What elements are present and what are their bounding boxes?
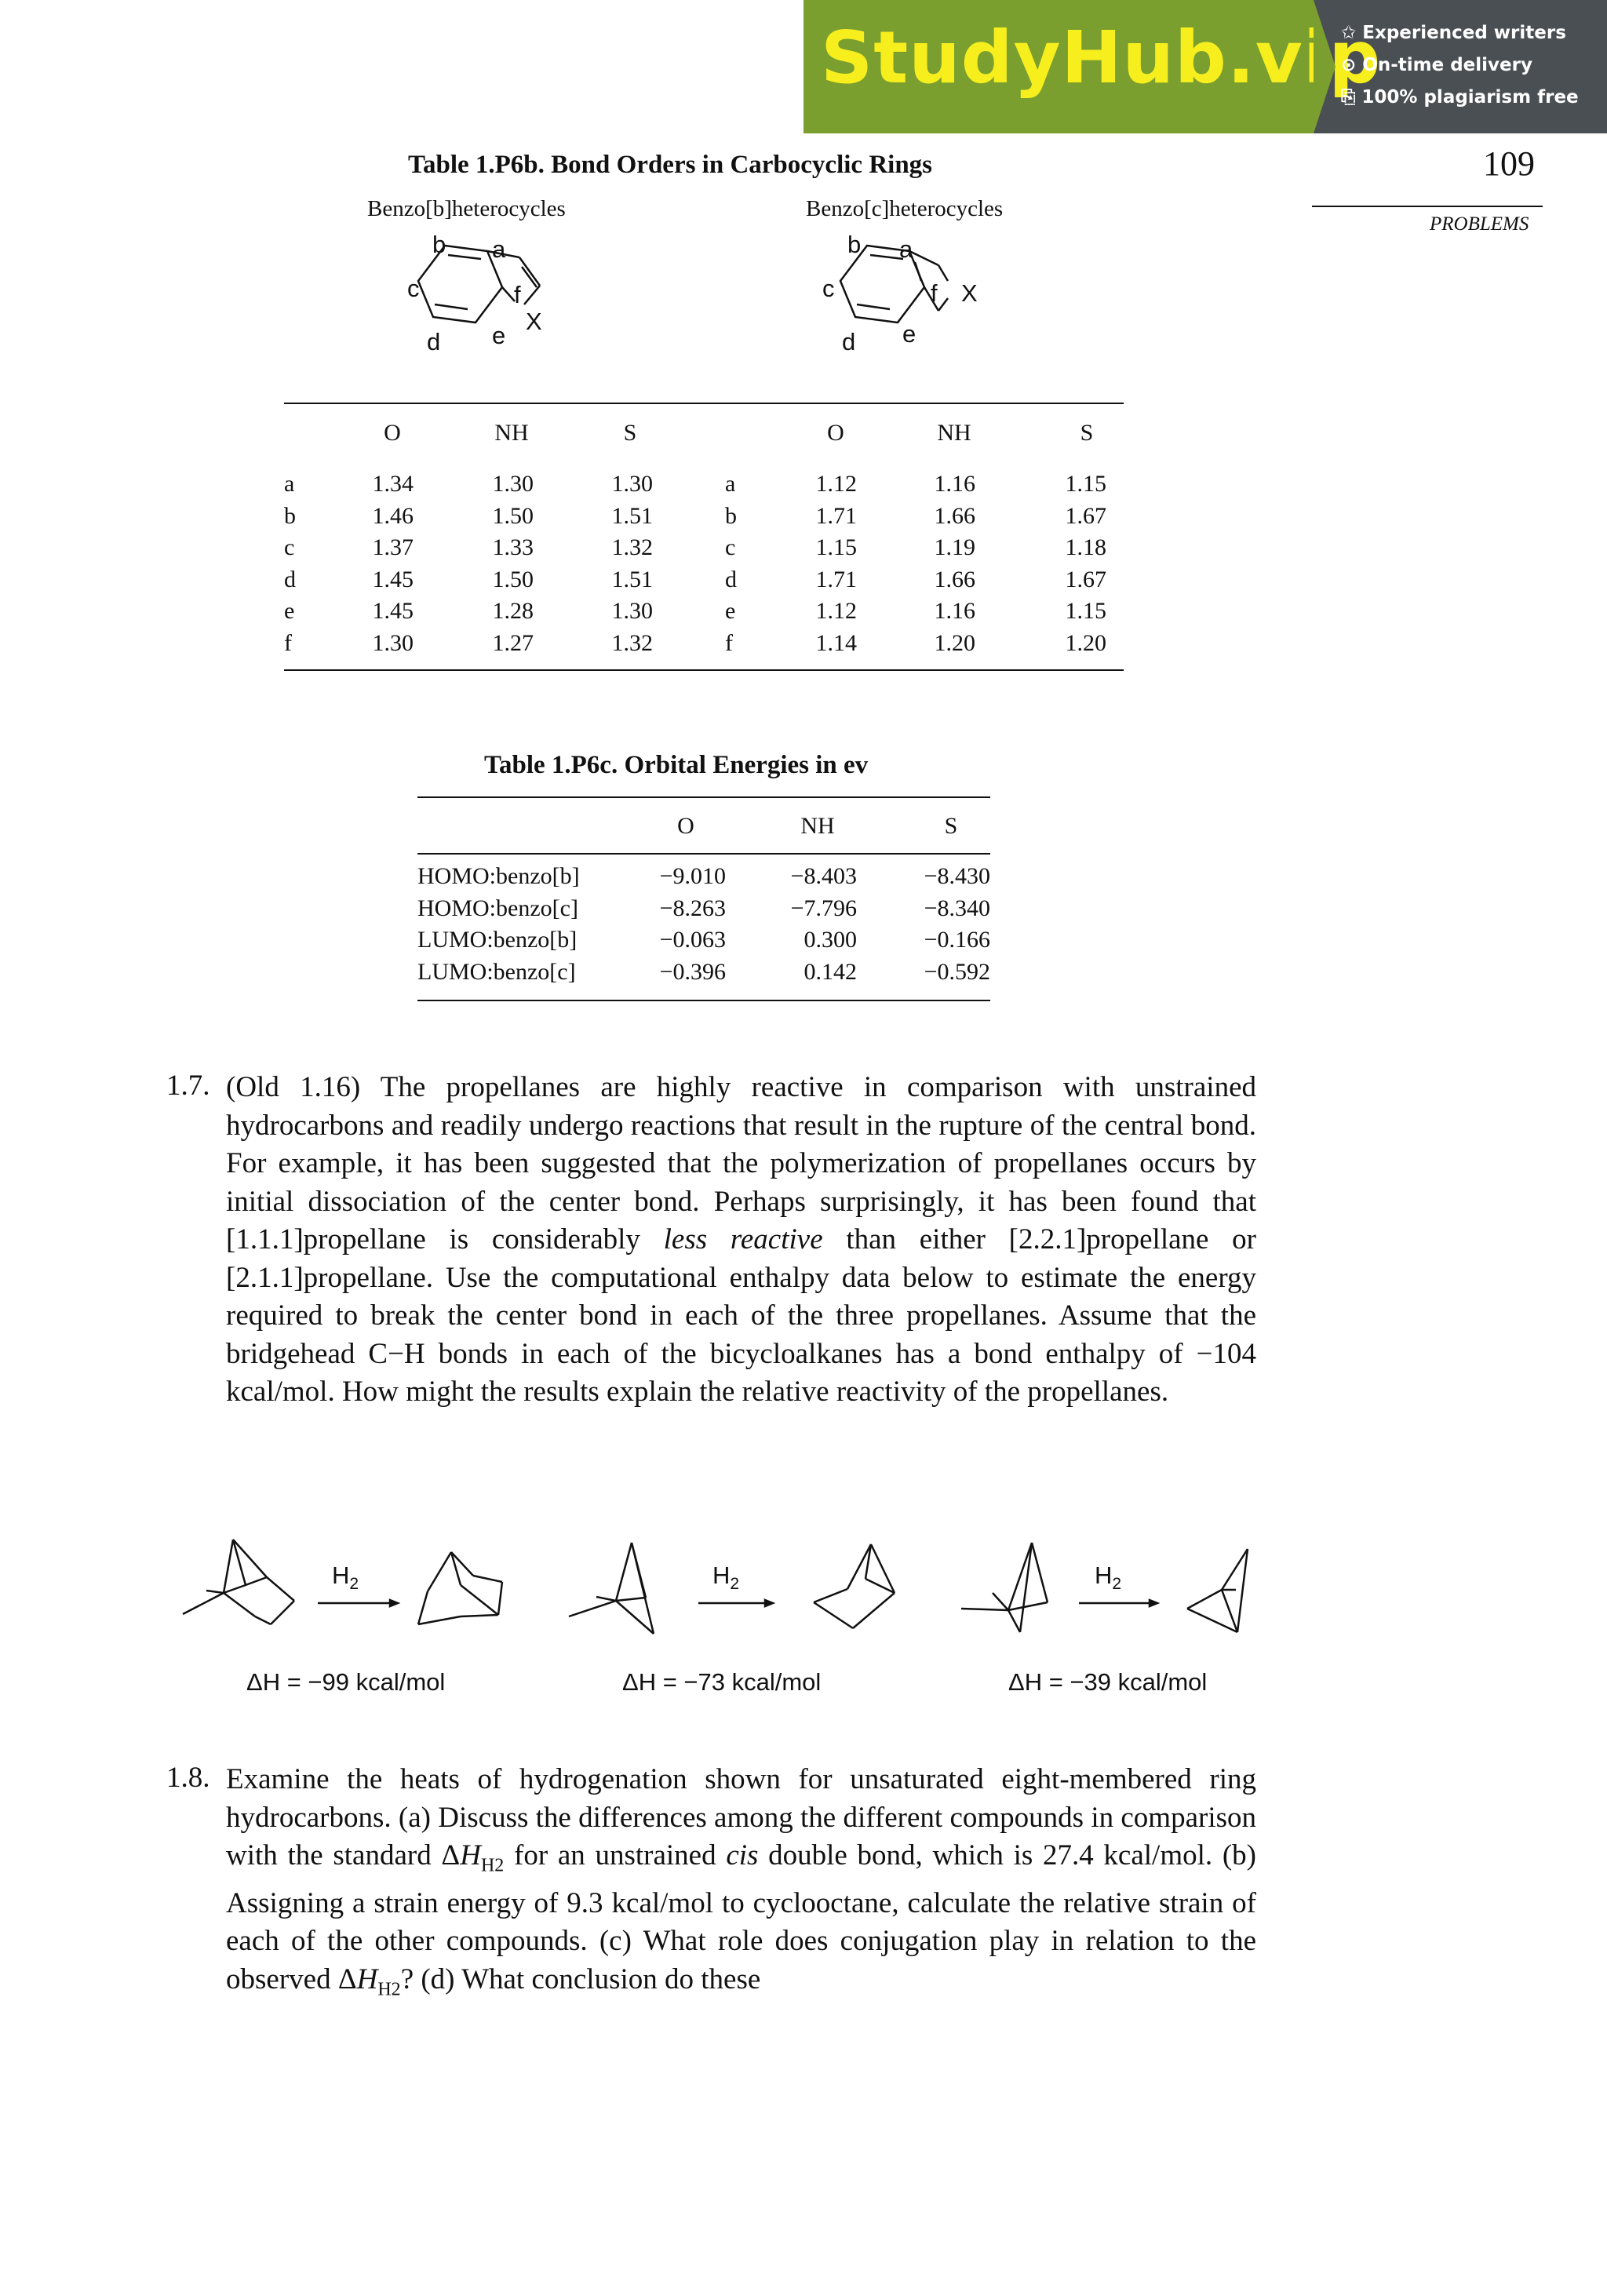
table-c-cell: −0.166	[924, 927, 990, 953]
table-b-right-cell: 1.16	[934, 471, 975, 497]
table-b-left-cell: 1.33	[492, 534, 534, 560]
feature-experienced-writers: ✩ Experienced writers	[1341, 23, 1566, 43]
label-c-c: c	[822, 275, 835, 302]
table-b-right-cell: 1.66	[934, 502, 975, 529]
section-name: PROBLEMS	[1430, 213, 1529, 235]
table-c-row-label: HOMO:benzo[c]	[417, 895, 578, 921]
table-b-right-row-label: c	[725, 534, 736, 560]
label-c-a: a	[899, 235, 913, 263]
label-b-a: a	[492, 235, 506, 263]
feature-on-time-delivery: ⊙ On-time delivery	[1341, 55, 1532, 75]
table-c-title: Table 1.P6c. Orbital Energies in ev	[484, 751, 869, 779]
feature-plagiarism-free: ⎘ 100% plagiarism free	[1341, 87, 1579, 108]
dh-reaction-2: ΔH = −73 kcal/mol	[622, 1668, 822, 1696]
table-b-right-cell: 1.71	[815, 566, 857, 592]
label-c-d: d	[842, 328, 856, 355]
table-b-left-row-label: f	[284, 629, 292, 656]
bicyclo-211-product	[814, 1544, 895, 1628]
table-c-row-label: LUMO:benzo[b]	[417, 927, 578, 953]
table-c-cell: 0.300	[804, 927, 857, 953]
banner-arrow-shape	[1314, 0, 1336, 133]
table-b-left-cell: 1.51	[611, 566, 653, 592]
propellane-211	[569, 1543, 654, 1634]
table-b-right-cell: 1.15	[815, 534, 857, 560]
table-b-right-row-label: a	[725, 471, 736, 497]
problem-1-8-text: Examine the heats of hydrogenation shown for unsaturated eight-membered ring hydrocarbons. (a) Discuss the differences among the different compounds in comparison with the standard $\Delta H_{H2}$ for an unstrained cis double bond, which is 27.4 kcal/mol. (b) Assigning a strain energy of 9.3 kcal/mol to cyclooctane, calculate the relative strain of each of the other compounds. (c) What role does conjugation play in relation to the observed $\Delta H_{H2}$? (d) What conclusion do these	[226, 1763, 1256, 2000]
table-b-left-row-label: e	[284, 598, 295, 624]
table-b-header: O	[827, 420, 844, 446]
table-b-left-cell: 1.28	[492, 598, 534, 624]
table-c-header: S	[944, 813, 958, 839]
table-b-left-cell: 1.30	[611, 471, 653, 497]
table-b-left-cell: 1.30	[492, 471, 534, 497]
table-b-left-row-label: c	[284, 534, 295, 560]
table-b-left-cell: 1.50	[492, 502, 534, 529]
table-c-cell: −0.063	[659, 927, 726, 953]
table-b-right-cell: 1.20	[934, 629, 975, 656]
table-b-left-cell: 1.32	[611, 629, 653, 656]
table-c-row-label: HOMO:benzo[b]	[417, 863, 580, 889]
propellane-221	[183, 1540, 294, 1624]
table-b-right-cell: 1.12	[815, 598, 857, 624]
table-b-right-row-label: f	[725, 629, 733, 656]
table-c-row-label: LUMO:benzo[c]	[417, 958, 576, 985]
bicyclo-111-product	[1187, 1549, 1248, 1632]
table-c-bottom-rule	[417, 1000, 990, 1001]
header-rule	[1312, 206, 1543, 207]
table-b-left-row-label: a	[284, 471, 295, 497]
problem-1-7-number: 1.7.	[166, 1070, 210, 1102]
label-c-e: e	[902, 320, 916, 348]
label-c-b: b	[847, 231, 862, 258]
table-c-cell: −0.592	[924, 958, 990, 985]
table-b-left-cell: 1.46	[372, 502, 414, 529]
table-c-cell: −8.430	[924, 863, 990, 889]
table-c-header: NH	[800, 813, 835, 839]
table-b-left-cell: 1.30	[611, 598, 653, 624]
table-b-right-cell: 1.16	[934, 598, 975, 624]
label-b-c: c	[407, 275, 420, 302]
table-c-cell: −7.796	[790, 895, 857, 921]
table-c-header: O	[677, 813, 694, 839]
label-c-f: f	[931, 279, 938, 307]
table-b-header: NH	[937, 420, 971, 446]
table-b-right-cell: 1.20	[1065, 629, 1106, 656]
table-b-right-cell: 1.14	[815, 629, 857, 656]
table-b-right-row-label: e	[725, 598, 736, 624]
benzo-b-caption: Benzo[b]heterocycles	[367, 196, 566, 221]
table-b-left-cell: 1.37	[372, 534, 414, 560]
table-b-top-rule	[284, 403, 1124, 404]
table-b-right-cell: 1.67	[1065, 566, 1106, 592]
table-b-left-row-label: d	[284, 566, 296, 592]
reagent-h2-2: $H_2$	[712, 1562, 740, 1594]
problem-1-7-text: (Old 1.16) The propellanes are highly reactive in comparison with unstrained hydrocarbons and readily undergo reactions that result in the rupture of the central bond. For example, it has been suggested that the polymerization of propellanes occurs by initial dissociation of the center bond. Perhaps surprisingly, it has been found that [1.1.1]propellane is considerably less reactive than either [2.2.1]propellane or [2.1.1]propellane. Use the computational enthalpy data below to estimate the energy required to break the center bond in each of the three propellanes. Assume that the bridgehead C−H bonds in each of the bicycloalkanes has a bond enthalpy of −104 kcal/mol. How might the results explain the relative reactivity of the propellanes.	[226, 1071, 1256, 1408]
table-b-right-cell: 1.15	[1065, 471, 1106, 497]
label-c-x: X	[961, 279, 978, 307]
table-c-cell: 0.142	[804, 958, 857, 985]
table-b-right-cell: 1.18	[1065, 534, 1106, 560]
table-c-cell: −0.396	[659, 958, 726, 985]
table-c-mid-rule	[417, 853, 990, 855]
label-b-x: X	[526, 308, 542, 335]
table-c-top-rule	[417, 796, 990, 798]
label-b-b: b	[432, 231, 446, 258]
table-c-cell: −8.340	[924, 895, 990, 921]
problem-1-8-number: 1.8.	[166, 1762, 210, 1794]
table-b-right-cell: 1.15	[1065, 598, 1106, 624]
table-b-left-cell: 1.27	[492, 629, 534, 656]
table-b-header: S	[623, 420, 637, 446]
dh-reaction-1: ΔH = −99 kcal/mol	[246, 1668, 446, 1696]
table-b-bottom-rule	[284, 669, 1124, 671]
table-b-left-cell: 1.34	[372, 471, 414, 497]
table-b-right-cell: 1.19	[934, 534, 975, 560]
table-b-title: Table 1.P6b. Bond Orders in Carbocyclic Rings	[408, 151, 933, 179]
table-c-cell: −8.263	[659, 895, 726, 921]
banner-logo-panel	[804, 0, 1382, 133]
table-b-left-cell: 1.32	[611, 534, 653, 560]
label-b-d: d	[427, 328, 441, 355]
table-b-left-row-label: b	[284, 502, 296, 529]
table-b-left-cell: 1.30	[372, 629, 414, 656]
table-b-left-cell: 1.50	[492, 566, 534, 592]
table-b-left-cell: 1.51	[611, 502, 653, 529]
label-b-f: f	[514, 281, 521, 308]
table-b-left-cell: 1.45	[372, 566, 414, 592]
banner-features	[1341, 17, 1579, 114]
norbornane-product	[418, 1552, 502, 1624]
benzo-c-caption: Benzo[c]heterocycles	[806, 196, 1004, 221]
table-b-right-row-label: d	[725, 566, 737, 592]
propellane-111	[961, 1543, 1048, 1632]
label-b-e: e	[492, 322, 506, 349]
reagent-h2-1: $H_2$	[332, 1562, 359, 1594]
table-b-right-cell: 1.12	[815, 471, 857, 497]
table-b-header: O	[384, 420, 401, 446]
studyhub-banner[interactable]	[804, 0, 1607, 133]
table-b-left-cell: 1.45	[372, 598, 414, 624]
table-b-right-cell: 1.71	[815, 502, 857, 529]
table-b-right-row-label: b	[725, 502, 737, 529]
table-c-cell: −8.403	[790, 863, 857, 889]
dh-reaction-3: ΔH = −39 kcal/mol	[1008, 1668, 1208, 1696]
table-c-cell: −9.010	[659, 863, 726, 889]
table-b-header: S	[1080, 420, 1094, 446]
page-number: 109	[1483, 144, 1535, 183]
table-b-right-cell: 1.67	[1065, 502, 1106, 529]
table-b-right-cell: 1.66	[934, 566, 975, 592]
brand-logo: StudyHub.vip	[821, 16, 1382, 100]
table-b-header: NH	[494, 420, 529, 446]
reagent-h2-3: $H_2$	[1095, 1562, 1122, 1594]
